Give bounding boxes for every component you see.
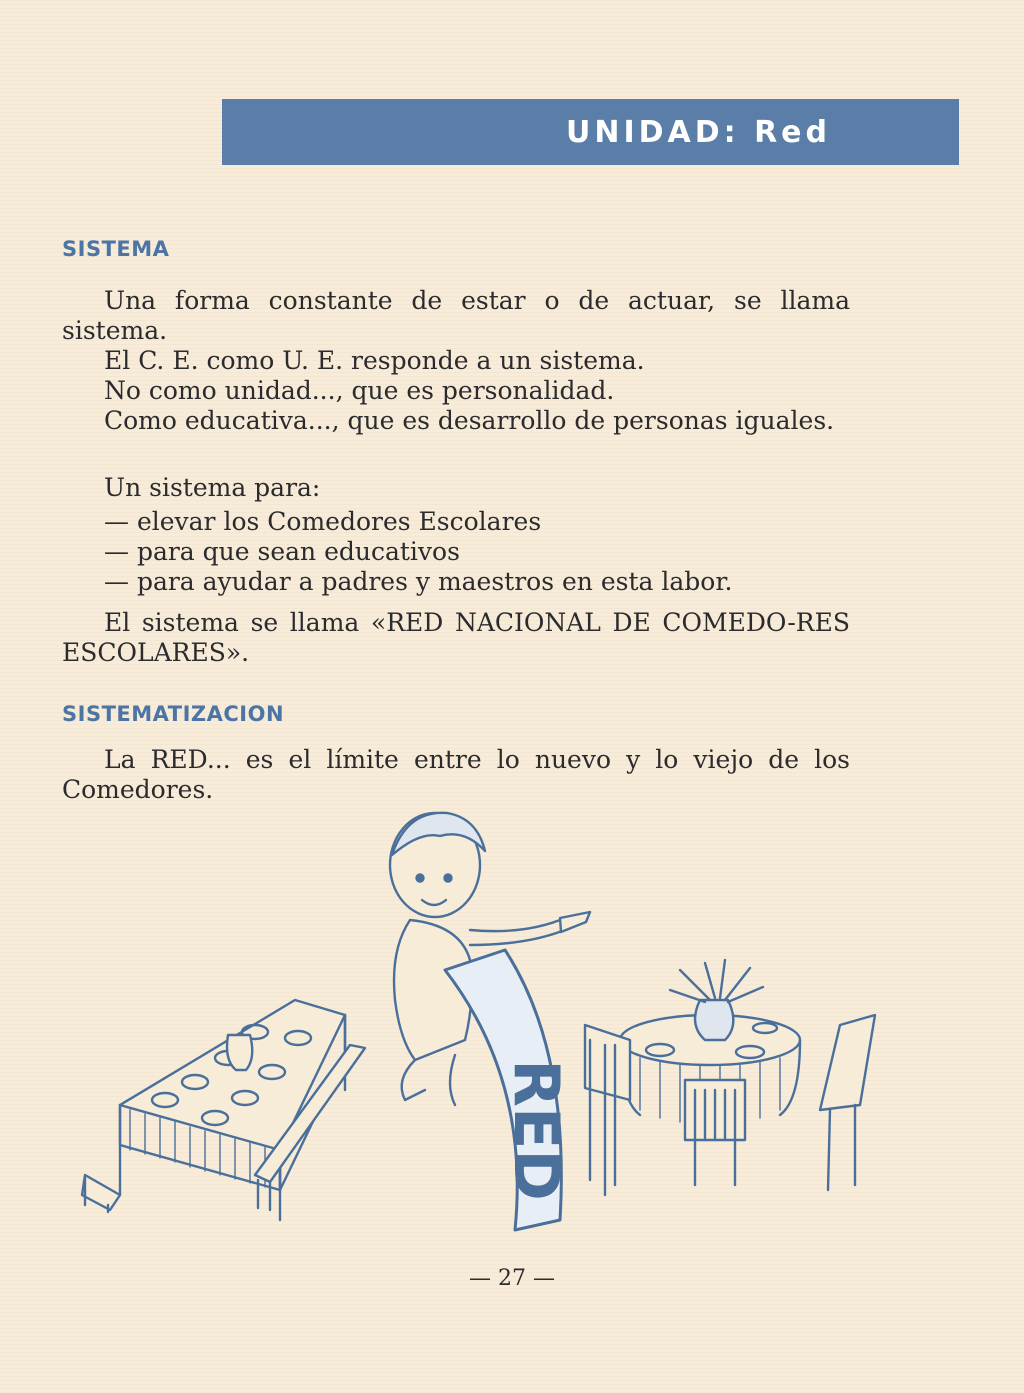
paragraph-unidad: No como unidad..., que es personalidad.	[104, 376, 615, 405]
old-long-table-icon	[82, 1000, 365, 1220]
red-sign-icon	[445, 950, 573, 1230]
list-item: — elevar los Comedores Escolares	[104, 507, 542, 536]
purpose-list	[104, 507, 732, 597]
left-chair-icon	[585, 1025, 630, 1195]
paragraph-sistema-para: Un sistema para:	[104, 473, 321, 502]
right-chair-icon	[820, 1015, 875, 1190]
new-round-table-icon	[585, 960, 875, 1195]
unit-header-bar	[222, 99, 959, 165]
list-item: — para ayudar a padres y maestros en esta labor.	[104, 567, 733, 596]
paragraph-red-limite: La RED... es el límite entre lo nuevo y lo viejo de los Comedores.	[62, 745, 850, 804]
paragraph-educativa: Como educativa..., que es desarrollo de personas iguales.	[104, 406, 835, 435]
section-heading-sistematizacion: SISTEMATIZACION	[62, 702, 285, 726]
list-item: — para que sean educativos	[104, 537, 460, 566]
paragraph-ce-system: El C. E. como U. E. responde a un sistema.	[104, 346, 645, 375]
red-sign-text: RED	[500, 1059, 573, 1201]
red-boy-illustration	[60, 800, 900, 1250]
unit-title: UNIDAD: Red	[565, 114, 831, 150]
paragraph-definition: Una forma constante de estar o de actuar, se llama sistema.	[62, 286, 850, 345]
paragraph-red-nacional: El sistema se llama «RED NACIONAL DE COMEDO-RES ESCOLARES».	[62, 608, 850, 667]
page-number: — 27 —	[469, 1266, 555, 1291]
section-heading-sistema: SISTEMA	[62, 237, 170, 261]
front-chair-icon	[685, 1080, 745, 1185]
